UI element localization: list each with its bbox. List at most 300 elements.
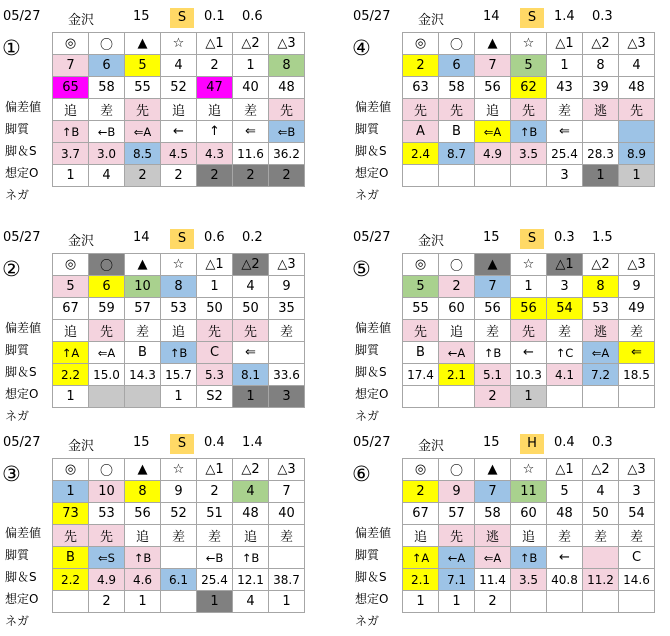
- deviation-cell: 53: [583, 298, 619, 320]
- race-grid: [402, 458, 655, 613]
- mark-cell: △3: [619, 459, 655, 481]
- deviation-cell: 56: [475, 77, 511, 99]
- row-label: 脚＆S: [5, 570, 37, 584]
- deviation-cell: 49: [619, 298, 655, 320]
- header-value-1: 0.1: [204, 9, 225, 24]
- odds-row: [53, 569, 305, 591]
- horse-no-cell: 2: [403, 481, 439, 503]
- race-header: [0, 227, 320, 249]
- mark-row: [53, 33, 305, 55]
- mark-row: [403, 459, 655, 481]
- odds-cell: 8.7: [439, 143, 475, 165]
- deviation-cell: 55: [125, 77, 161, 99]
- mark-cell: △3: [269, 33, 305, 55]
- mark-cell: ☆: [511, 33, 547, 55]
- horse-no-cell: 6: [89, 276, 125, 298]
- odds-cell: 2.1: [439, 364, 475, 386]
- row-label: 脚質: [5, 343, 30, 357]
- track-condition-badge: S: [520, 229, 544, 249]
- pace-row: [403, 121, 655, 143]
- style-cell: 先: [233, 320, 269, 342]
- pace-cell: [161, 547, 197, 569]
- pace-cell: ↑B: [161, 342, 197, 364]
- odds-cell: 7.2: [583, 364, 619, 386]
- style-cell: 先: [53, 525, 89, 547]
- deviation-cell: 40: [233, 77, 269, 99]
- odds-cell: 4.1: [547, 364, 583, 386]
- field-size: 15: [133, 435, 150, 450]
- header-value-2: 0.6: [242, 9, 263, 24]
- pace-cell: ←A: [439, 547, 475, 569]
- mark-cell: △1: [197, 254, 233, 276]
- style-cell: 逃: [475, 525, 511, 547]
- odds-cell: 8.5: [125, 143, 161, 165]
- mark-cell: 〇: [89, 254, 125, 276]
- style-cell: 追: [511, 525, 547, 547]
- style-cell: 先: [269, 99, 305, 121]
- race-panel: [350, 432, 670, 632]
- horse-no-cell: 9: [619, 276, 655, 298]
- nega-cell: 4: [233, 591, 269, 613]
- deviation-row: [403, 77, 655, 99]
- odds-cell: 33.6: [269, 364, 305, 386]
- pace-cell: [269, 547, 305, 569]
- mark-cell: ☆: [161, 459, 197, 481]
- mark-cell: ◎: [53, 33, 89, 55]
- nega-row: [53, 386, 305, 408]
- odds-cell: 38.7: [269, 569, 305, 591]
- mark-cell: △1: [197, 33, 233, 55]
- deviation-cell: 50: [583, 503, 619, 525]
- style-row: [53, 525, 305, 547]
- deviation-cell: 73: [53, 503, 89, 525]
- mark-cell: 〇: [439, 33, 475, 55]
- deviation-cell: 50: [197, 298, 233, 320]
- style-cell: 先: [439, 525, 475, 547]
- deviation-cell: 50: [233, 298, 269, 320]
- row-label: ネガ: [5, 409, 30, 423]
- pace-cell: ↑B: [233, 547, 269, 569]
- race-date: 05/27: [3, 9, 41, 24]
- deviation-cell: 57: [439, 503, 475, 525]
- pace-cell: [619, 121, 655, 143]
- horse-no-cell: 8: [125, 481, 161, 503]
- odds-cell: 18.5: [619, 364, 655, 386]
- deviation-cell: 56: [125, 503, 161, 525]
- mark-cell: 〇: [439, 459, 475, 481]
- race-grid: [52, 253, 305, 408]
- horse-no-row: [403, 55, 655, 77]
- pace-cell: ←A: [439, 342, 475, 364]
- odds-cell: 4.9: [89, 569, 125, 591]
- deviation-cell: 67: [53, 298, 89, 320]
- pace-cell: ↑B: [53, 121, 89, 143]
- horse-no-cell: 3: [619, 481, 655, 503]
- deviation-row: [53, 298, 305, 320]
- horse-no-cell: 10: [89, 481, 125, 503]
- row-label: ネガ: [5, 614, 30, 628]
- nega-row: [53, 591, 305, 613]
- mark-cell: ◎: [403, 33, 439, 55]
- row-label: 脚質: [355, 343, 380, 357]
- odds-cell: 3.0: [89, 143, 125, 165]
- odds-cell: 28.3: [583, 143, 619, 165]
- track-condition-badge: S: [170, 434, 194, 454]
- race-grid: [402, 32, 655, 187]
- row-label: 偏差値: [355, 100, 392, 114]
- deviation-cell: 63: [403, 77, 439, 99]
- pace-cell: ↑C: [547, 342, 583, 364]
- race-date: 05/27: [3, 230, 41, 245]
- odds-row: [403, 364, 655, 386]
- pace-cell: ←B: [89, 121, 125, 143]
- horse-no-row: [53, 481, 305, 503]
- mark-cell: ☆: [511, 459, 547, 481]
- odds-cell: 12.1: [233, 569, 269, 591]
- horse-no-cell: 2: [403, 55, 439, 77]
- race-header: [0, 6, 320, 28]
- odds-cell: 14.6: [619, 569, 655, 591]
- row-label: 脚質: [355, 122, 380, 136]
- race-header: [0, 432, 320, 454]
- odds-row: [403, 569, 655, 591]
- odds-cell: 7.1: [439, 569, 475, 591]
- style-cell: 先: [511, 99, 547, 121]
- nega-cell: [89, 386, 125, 408]
- pace-cell: ↑A: [403, 547, 439, 569]
- nega-cell: [439, 386, 475, 408]
- pace-cell: B: [439, 121, 475, 143]
- nega-cell: [583, 386, 619, 408]
- style-cell: 差: [475, 320, 511, 342]
- track-name: 金沢: [418, 439, 445, 454]
- race-grid: [402, 253, 655, 408]
- horse-no-cell: 6: [439, 55, 475, 77]
- row-label: 脚質: [5, 548, 30, 562]
- style-cell: 先: [403, 320, 439, 342]
- row-label: 偏差値: [5, 100, 42, 114]
- track-name: 金沢: [68, 439, 95, 454]
- nega-cell: 2: [161, 165, 197, 187]
- race-panel: [0, 227, 320, 427]
- nega-cell: 1: [439, 591, 475, 613]
- mark-cell: ◎: [53, 459, 89, 481]
- track-name: 金沢: [68, 13, 95, 28]
- style-cell: 差: [547, 99, 583, 121]
- style-row: [403, 320, 655, 342]
- race-date: 05/27: [353, 230, 391, 245]
- horse-no-cell: 9: [439, 481, 475, 503]
- header-value-2: 0.3: [592, 9, 613, 24]
- nega-cell: 2: [475, 591, 511, 613]
- horse-no-cell: 4: [233, 276, 269, 298]
- pace-cell: C: [197, 342, 233, 364]
- nega-row: [53, 165, 305, 187]
- race-panel: [350, 227, 670, 427]
- style-cell: 追: [53, 320, 89, 342]
- horse-no-cell: 1: [547, 55, 583, 77]
- mark-cell: ▲: [125, 33, 161, 55]
- odds-cell: 8.9: [619, 143, 655, 165]
- mark-cell: ▲: [475, 33, 511, 55]
- nega-cell: [53, 591, 89, 613]
- deviation-cell: 52: [161, 503, 197, 525]
- track-condition-badge: S: [170, 8, 194, 28]
- style-cell: 差: [583, 525, 619, 547]
- field-size: 15: [133, 9, 150, 24]
- mark-cell: △2: [583, 459, 619, 481]
- mark-cell: ▲: [125, 254, 161, 276]
- mark-cell: △1: [547, 33, 583, 55]
- deviation-cell: 58: [475, 503, 511, 525]
- mark-cell: 〇: [89, 33, 125, 55]
- mark-cell: 〇: [89, 459, 125, 481]
- race-header: [350, 227, 670, 249]
- deviation-cell: 43: [547, 77, 583, 99]
- odds-cell: 3.7: [53, 143, 89, 165]
- deviation-cell: 54: [547, 298, 583, 320]
- style-row: [53, 320, 305, 342]
- pace-row: [53, 342, 305, 364]
- odds-row: [53, 364, 305, 386]
- pace-cell: ←: [511, 342, 547, 364]
- horse-no-cell: 4: [233, 481, 269, 503]
- horse-no-cell: 5: [403, 276, 439, 298]
- style-cell: 逃: [583, 99, 619, 121]
- style-cell: 差: [269, 525, 305, 547]
- pace-row: [53, 121, 305, 143]
- row-label: ネガ: [355, 409, 380, 423]
- pace-cell: [583, 121, 619, 143]
- row-label: 想定O: [5, 166, 39, 180]
- pace-cell: ⇐S: [89, 547, 125, 569]
- odds-cell: 25.4: [547, 143, 583, 165]
- style-cell: 差: [547, 525, 583, 547]
- deviation-cell: 60: [511, 503, 547, 525]
- mark-cell: ☆: [161, 33, 197, 55]
- mark-row: [53, 254, 305, 276]
- style-cell: 先: [403, 99, 439, 121]
- odds-cell: 15.0: [89, 364, 125, 386]
- nega-cell: 2: [269, 165, 305, 187]
- race-grid: [52, 458, 305, 613]
- style-row: [53, 99, 305, 121]
- field-size: 15: [483, 230, 500, 245]
- odds-cell: 3.5: [511, 143, 547, 165]
- odds-cell: 4.9: [475, 143, 511, 165]
- row-label: 想定O: [355, 387, 389, 401]
- pace-cell: B: [403, 342, 439, 364]
- style-cell: 差: [619, 320, 655, 342]
- deviation-row: [53, 503, 305, 525]
- race-index: ⑤: [352, 257, 371, 281]
- style-cell: 追: [53, 99, 89, 121]
- nega-cell: [439, 165, 475, 187]
- track-name: 金沢: [418, 234, 445, 249]
- horse-no-cell: 2: [197, 55, 233, 77]
- pace-cell: ⇐A: [125, 121, 161, 143]
- pace-row: [403, 342, 655, 364]
- odds-cell: 2.2: [53, 569, 89, 591]
- row-label: 偏差値: [5, 526, 42, 540]
- row-label: 脚＆S: [5, 365, 37, 379]
- horse-no-cell: 8: [583, 276, 619, 298]
- race-header: [350, 6, 670, 28]
- deviation-cell: 67: [403, 503, 439, 525]
- deviation-cell: 48: [233, 503, 269, 525]
- style-cell: 逃: [583, 320, 619, 342]
- odds-cell: 11.6: [233, 143, 269, 165]
- mark-cell: ▲: [125, 459, 161, 481]
- mark-cell: ☆: [161, 254, 197, 276]
- style-cell: 差: [197, 525, 233, 547]
- odds-cell: 10.3: [511, 364, 547, 386]
- field-size: 14: [483, 9, 500, 24]
- deviation-cell: 54: [619, 503, 655, 525]
- odds-cell: 36.2: [269, 143, 305, 165]
- nega-cell: 1: [53, 386, 89, 408]
- nega-cell: [125, 386, 161, 408]
- odds-cell: 15.7: [161, 364, 197, 386]
- mark-cell: 〇: [439, 254, 475, 276]
- mark-cell: △3: [619, 254, 655, 276]
- pace-cell: ⇐A: [583, 342, 619, 364]
- pace-row: [53, 547, 305, 569]
- style-cell: 追: [403, 525, 439, 547]
- style-cell: 先: [619, 99, 655, 121]
- mark-cell: ▲: [475, 459, 511, 481]
- deviation-cell: 55: [403, 298, 439, 320]
- pace-cell: ⇐A: [475, 547, 511, 569]
- deviation-cell: 48: [619, 77, 655, 99]
- field-size: 15: [483, 435, 500, 450]
- mark-cell: △1: [547, 459, 583, 481]
- race-index: ⑥: [352, 462, 371, 486]
- row-label: 想定O: [355, 166, 389, 180]
- nega-cell: 1: [125, 591, 161, 613]
- mark-cell: △3: [269, 459, 305, 481]
- deviation-cell: 52: [161, 77, 197, 99]
- nega-cell: 1: [511, 386, 547, 408]
- pace-cell: ⇐: [547, 121, 583, 143]
- track-condition-badge: S: [520, 8, 544, 28]
- track-condition-badge: S: [170, 229, 194, 249]
- pace-cell: ⇐: [233, 342, 269, 364]
- deviation-cell: 53: [89, 503, 125, 525]
- track-condition-badge: H: [520, 434, 544, 454]
- mark-cell: △2: [233, 33, 269, 55]
- mark-row: [403, 254, 655, 276]
- nega-cell: [547, 386, 583, 408]
- style-cell: 差: [619, 525, 655, 547]
- nega-cell: [403, 386, 439, 408]
- odds-cell: 4.3: [197, 143, 233, 165]
- row-label: ネガ: [5, 188, 30, 202]
- deviation-cell: 39: [583, 77, 619, 99]
- odds-row: [53, 143, 305, 165]
- odds-cell: 11.4: [475, 569, 511, 591]
- style-cell: 追: [475, 99, 511, 121]
- horse-no-row: [53, 55, 305, 77]
- row-label: 脚＆S: [5, 144, 37, 158]
- race-date: 05/27: [3, 435, 41, 450]
- header-value-1: 0.4: [554, 435, 575, 450]
- nega-cell: 2: [233, 165, 269, 187]
- horse-no-cell: 3: [547, 276, 583, 298]
- nega-cell: [511, 165, 547, 187]
- style-cell: 追: [125, 525, 161, 547]
- row-label: 想定O: [5, 592, 39, 606]
- odds-cell: 3.5: [511, 569, 547, 591]
- style-cell: 先: [89, 320, 125, 342]
- nega-cell: S2: [197, 386, 233, 408]
- nega-cell: 1: [269, 591, 305, 613]
- odds-cell: 11.2: [583, 569, 619, 591]
- row-label: 脚＆S: [355, 365, 387, 379]
- horse-no-cell: 1: [233, 55, 269, 77]
- deviation-row: [403, 298, 655, 320]
- nega-row: [403, 386, 655, 408]
- race-date: 05/27: [353, 435, 391, 450]
- odds-cell: 14.3: [125, 364, 161, 386]
- deviation-cell: 47: [197, 77, 233, 99]
- style-row: [403, 525, 655, 547]
- odds-cell: 2.4: [403, 143, 439, 165]
- style-cell: 追: [161, 99, 197, 121]
- deviation-cell: 65: [53, 77, 89, 99]
- deviation-cell: 40: [269, 503, 305, 525]
- horse-no-cell: 1: [197, 276, 233, 298]
- mark-cell: ☆: [511, 254, 547, 276]
- mark-cell: △2: [583, 33, 619, 55]
- nega-row: [403, 591, 655, 613]
- header-value-1: 0.6: [204, 230, 225, 245]
- style-cell: 差: [547, 320, 583, 342]
- deviation-cell: 35: [269, 298, 305, 320]
- style-cell: 差: [233, 99, 269, 121]
- odds-cell: 17.4: [403, 364, 439, 386]
- pace-cell: ←: [161, 121, 197, 143]
- pace-cell: ↑: [197, 121, 233, 143]
- style-cell: 差: [161, 525, 197, 547]
- nega-cell: 2: [475, 386, 511, 408]
- odds-cell: 8.1: [233, 364, 269, 386]
- nega-cell: 4: [89, 165, 125, 187]
- horse-no-cell: 7: [475, 481, 511, 503]
- row-label: ネガ: [355, 188, 380, 202]
- row-label: 想定O: [355, 592, 389, 606]
- pace-cell: ←B: [197, 547, 233, 569]
- nega-cell: [403, 165, 439, 187]
- pace-cell: ↑B: [511, 121, 547, 143]
- pace-cell: [583, 547, 619, 569]
- pace-cell: A: [403, 121, 439, 143]
- style-cell: 差: [269, 320, 305, 342]
- header-value-1: 0.4: [204, 435, 225, 450]
- horse-no-cell: 2: [439, 276, 475, 298]
- horse-no-row: [403, 276, 655, 298]
- race-index: ③: [2, 462, 21, 486]
- mark-cell: ▲: [475, 254, 511, 276]
- pace-cell: ⇐B: [269, 121, 305, 143]
- row-label: 偏差値: [355, 526, 392, 540]
- track-name: 金沢: [418, 13, 445, 28]
- mark-cell: △3: [619, 33, 655, 55]
- horse-no-cell: 7: [475, 55, 511, 77]
- track-name: 金沢: [68, 234, 95, 249]
- nega-cell: 3: [269, 386, 305, 408]
- race-index: ②: [2, 257, 21, 281]
